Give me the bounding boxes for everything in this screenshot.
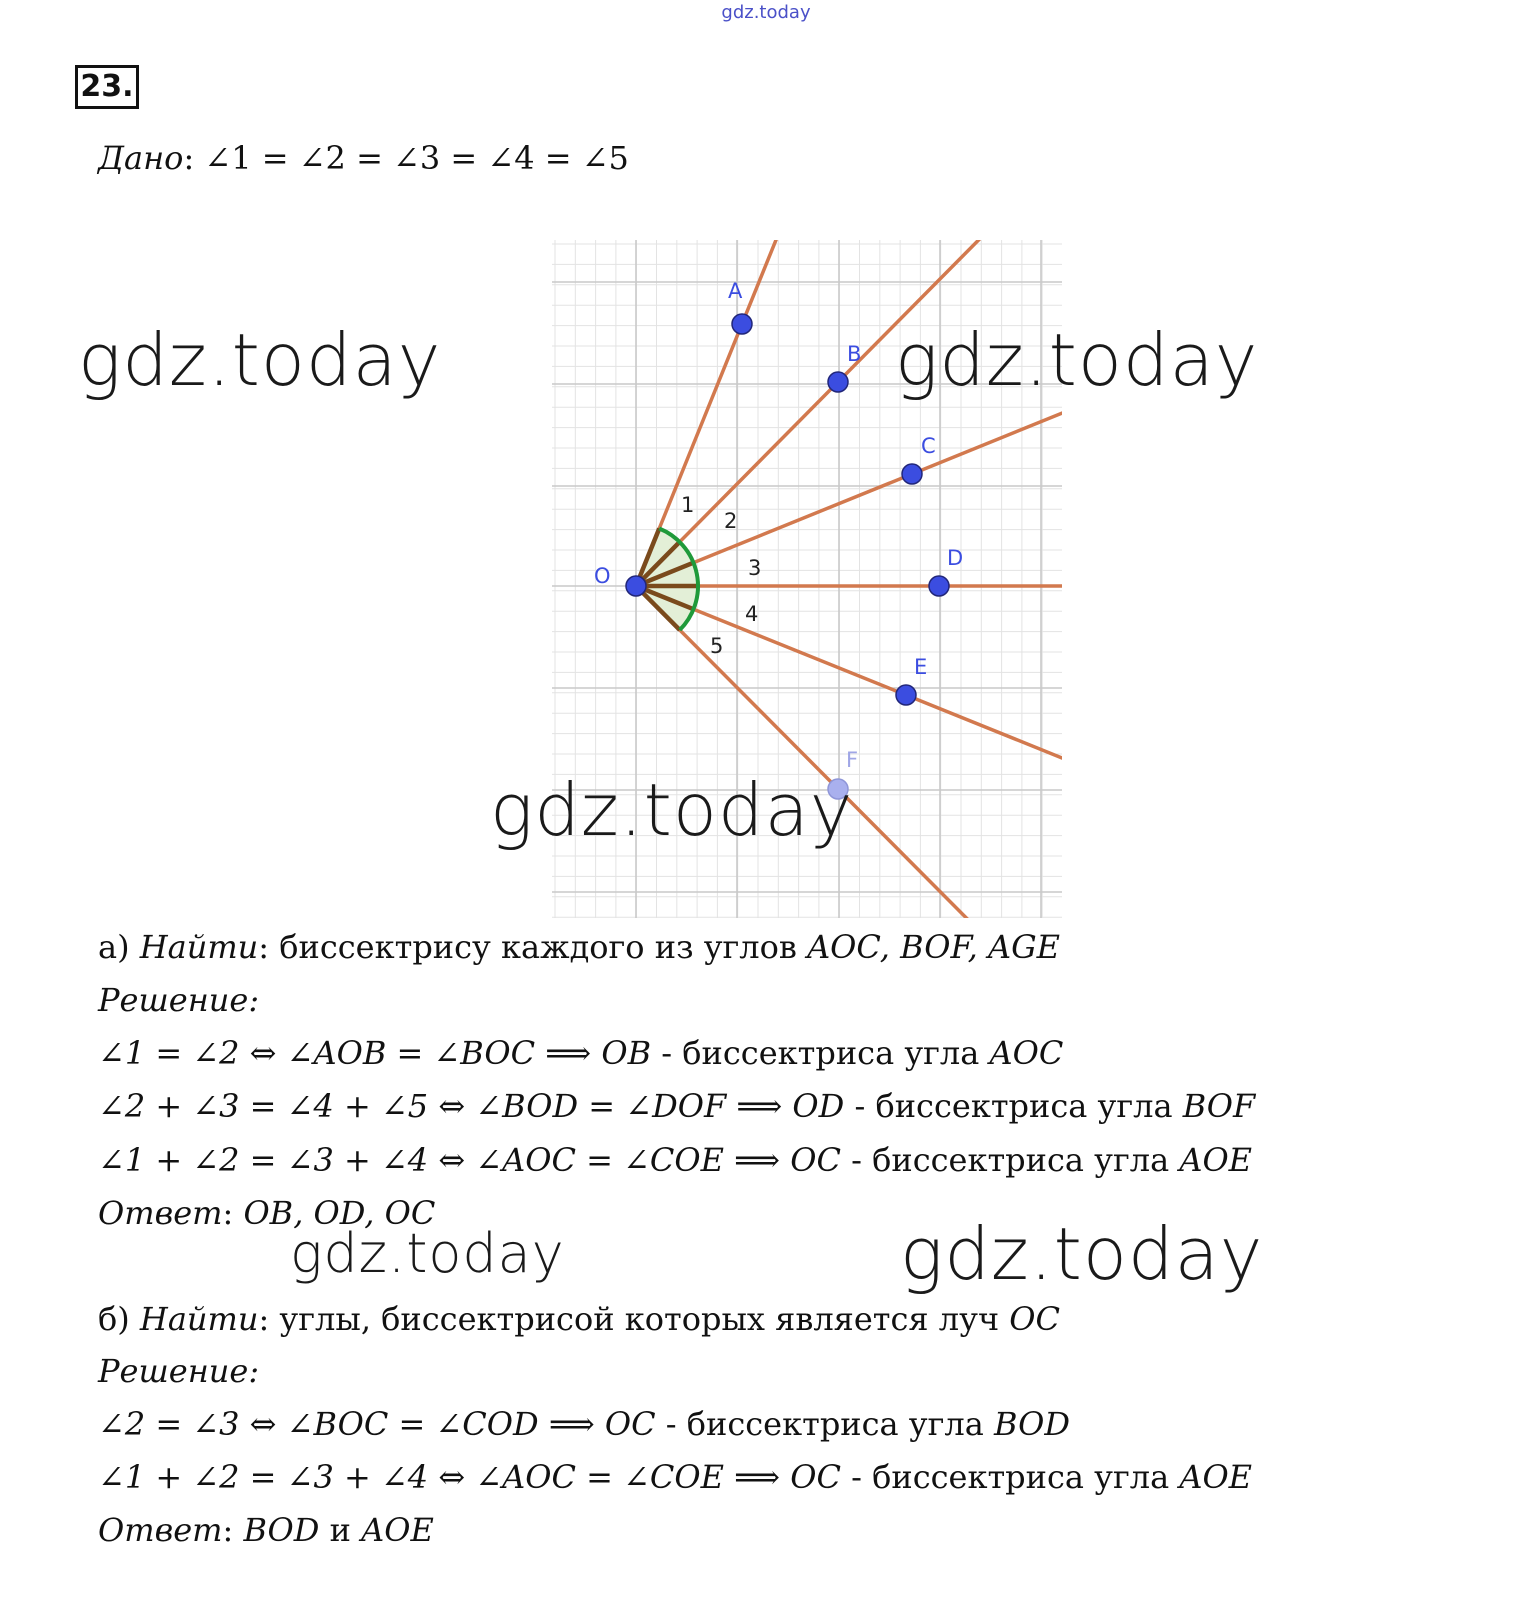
part-a-answer-value: OB, OD, OC (243, 1194, 436, 1232)
watermark: gdz.today (490, 768, 854, 852)
part-b-find-math: OC (1009, 1300, 1060, 1338)
part-b-prefix: б) (98, 1300, 130, 1338)
part-b-line-1: ∠2 = ∠3 ⇔ ∠BOC = ∠COD ⟹ OC - биссектриса угла BOD (98, 1405, 1070, 1443)
point-c (902, 464, 922, 484)
watermark: gdz.today (290, 1222, 565, 1285)
part-a-line-3: ∠1 + ∠2 = ∠3 + ∠4 ⇔ ∠AOC = ∠COE ⟹ OC - биссектриса угла AOE (98, 1141, 1253, 1179)
site-mark: gdz.today (721, 2, 811, 23)
given-label: Дано (98, 139, 184, 177)
ray-oc (636, 248, 1064, 586)
problem-number: 23. (75, 65, 139, 109)
point-label-d: D (947, 546, 964, 570)
watermark: gdz.today (895, 318, 1259, 402)
watermark: gdz.today (78, 318, 442, 402)
given-line: Дано: ∠1 = ∠2 = ∠3 = ∠4 = ∠5 (98, 139, 629, 177)
angle-label-2: 2 (724, 509, 738, 533)
part-a-task: а) Найти: биссектрису каждого из углов AOC, BOF, AGE (98, 928, 1061, 966)
part-b-solution-label: Решение: (98, 1352, 260, 1390)
point-b (828, 372, 848, 392)
part-a-find-text: биссектрису каждого из углов (279, 928, 797, 966)
point-label-c: C (921, 434, 936, 458)
angle-label-1: 1 (681, 493, 695, 517)
part-a-line-1: ∠1 = ∠2 ⇔ ∠AOB = ∠BOC ⟹ OB - биссектриса угла AOC (98, 1034, 1064, 1072)
angle-label-3: 3 (748, 556, 762, 580)
point-label-f: F (846, 748, 859, 772)
part-b-line-2: ∠1 + ∠2 = ∠3 + ∠4 ⇔ ∠AOC = ∠COE ⟹ OC - биссектриса угла AOE (98, 1458, 1253, 1496)
part-a-prefix: а) (98, 928, 130, 966)
point-d (929, 576, 949, 596)
part-a-solution-label: Решение: (98, 981, 260, 1019)
point-label-o: O (594, 564, 611, 588)
angle-label-4: 4 (745, 602, 759, 626)
part-b-answer: Ответ: BOD и AOE (98, 1511, 434, 1549)
part-b-task: б) Найти: углы, биссектрисой которых является луч OC (98, 1300, 1060, 1338)
point-e (896, 685, 916, 705)
point-label-b: B (847, 342, 862, 366)
watermark: gdz.today (900, 1212, 1264, 1296)
part-b-find-label: Найти (139, 1300, 259, 1338)
point-a (732, 314, 752, 334)
part-a-line-2: ∠2 + ∠3 = ∠4 + ∠5 ⇔ ∠BOD = ∠DOF ⟹ OD - биссектриса угла BOF (98, 1087, 1256, 1125)
part-a-answer-label: Ответ (98, 1194, 223, 1232)
part-b-answer-label: Ответ (98, 1511, 223, 1549)
part-b-find-text: углы, биссектрисой которых является луч (279, 1300, 1000, 1338)
point-label-e: E (914, 655, 928, 679)
part-a-answer: Ответ: OB, OD, OC (98, 1194, 436, 1232)
point-label-a: A (728, 279, 743, 303)
angle-label-5: 5 (710, 634, 724, 658)
ray-ob (636, 240, 1064, 586)
given-equation: ∠1 = ∠2 = ∠3 = ∠4 = ∠5 (204, 139, 629, 177)
part-a-find-label: Найти (139, 928, 259, 966)
part-a-find-math: AOC, BOF, AGE (807, 928, 1061, 966)
point-o (626, 576, 646, 596)
